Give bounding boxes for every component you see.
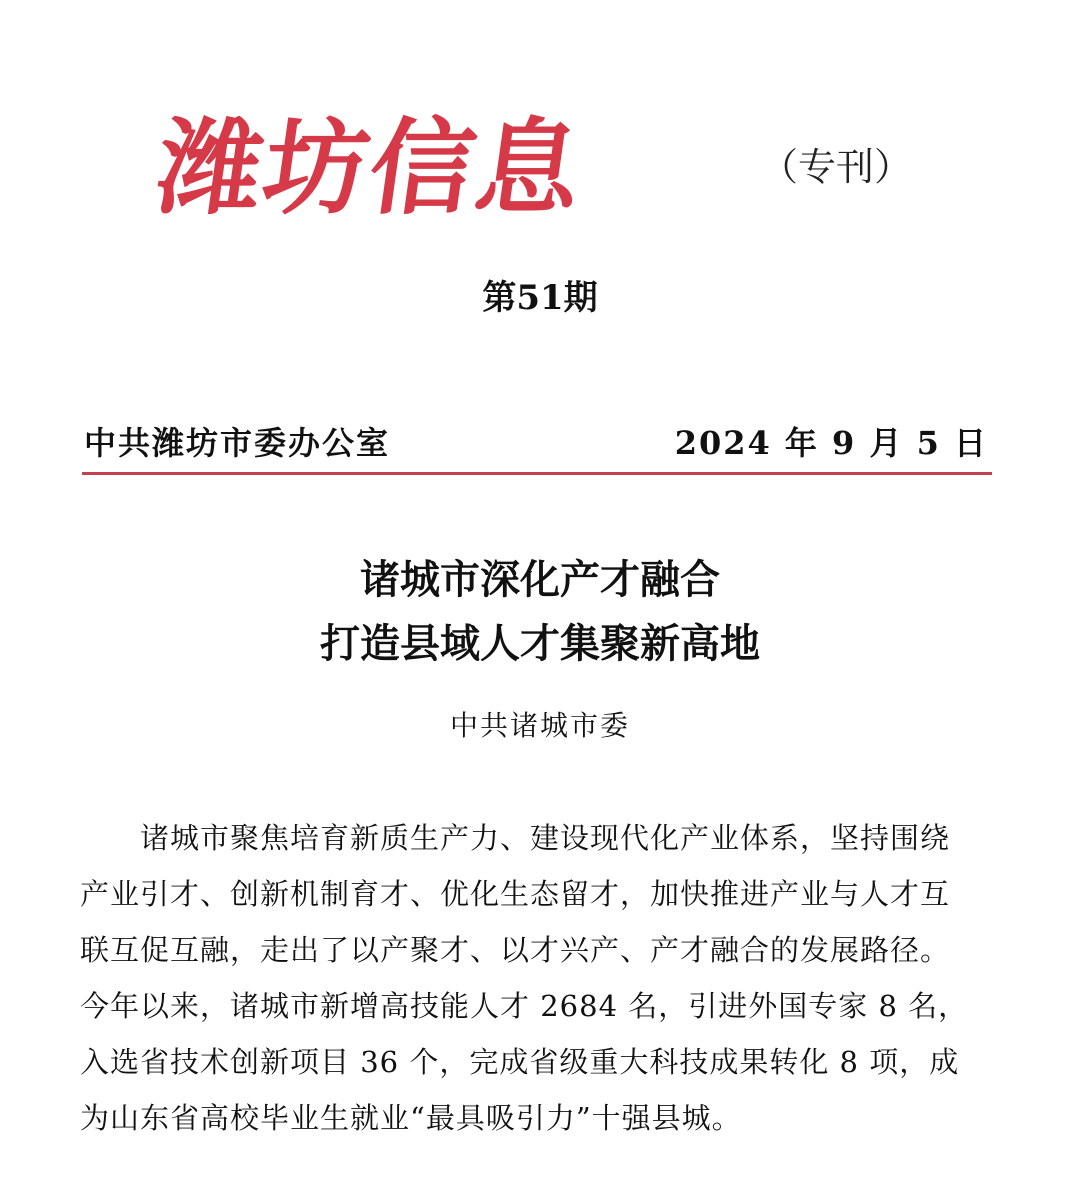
article-title-line: 诸城市深化产才融合 [360,556,720,603]
issue-number: 第51期 [482,278,598,318]
article-body [80,810,992,1146]
body-line: 联互促互融，走出了以产聚才、以才兴产、产才融合的发展路径。 [80,933,951,967]
article-author: 中共诸城市委 [449,709,630,742]
masthead-title: 潍坊信息 [149,107,592,229]
masthead-subtitle: （专刊） [760,145,913,189]
header-divider [82,472,992,475]
body-line: 诸城市聚焦培育新质生产力、建设现代化产业体系，坚持围绕 [80,821,951,855]
issuing-organization: 中共潍坊市委办公室 [84,424,391,462]
issue-date: 2024 年 9 月 5 日 [674,424,988,462]
body-line: 入选省技术创新项目 36 个，完成省级重大科技成果转化 8 项，成 [80,1045,960,1079]
article-title [0,548,1080,676]
body-line: 为山东省高校毕业生就业“最具吸引力”十强县城。 [80,1101,742,1135]
body-line: 产业引才、创新机制育才、优化生态留才，加快推进产业与人才互 [80,877,951,911]
article-title-line: 打造县域人才集聚新高地 [320,620,760,667]
body-line: 今年以来，诸城市新增高技能人才 2684 名，引进外国专家 8 名， [80,989,969,1023]
masthead [150,108,950,228]
